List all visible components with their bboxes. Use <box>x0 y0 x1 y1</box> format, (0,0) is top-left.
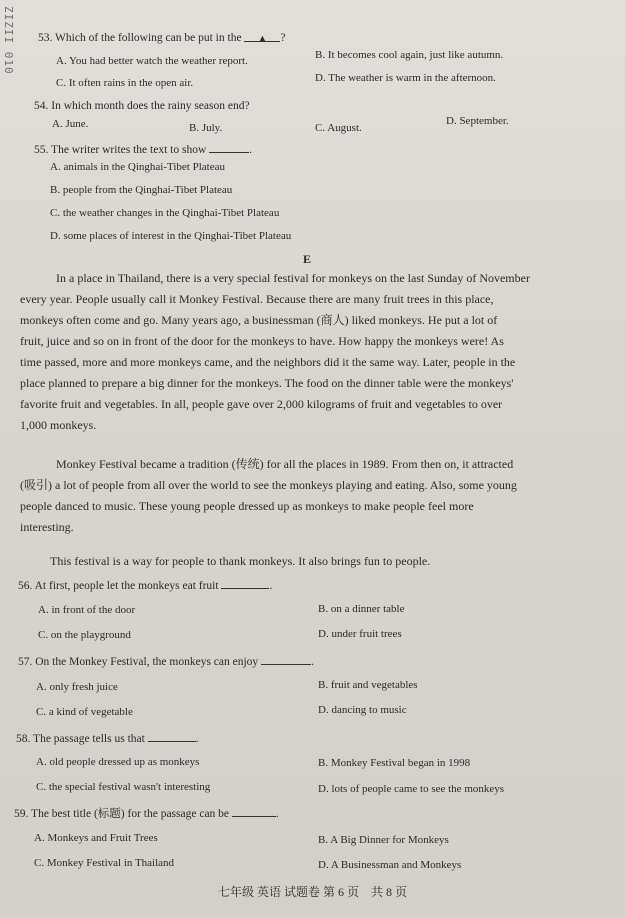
passage-line: 1,000 monkeys. <box>20 418 97 432</box>
answer-blank <box>232 806 276 817</box>
passage-line: every year. People usually call it Monkey Festival. Because there are many fruit trees in this place, <box>20 292 494 306</box>
option-54c: C. August. <box>315 122 362 134</box>
option-59a: A. Monkeys and Fruit Trees <box>34 832 158 844</box>
question-56 <box>18 578 272 593</box>
answer-blank <box>244 31 280 42</box>
question-58 <box>16 731 199 746</box>
option-56d: D. under fruit trees <box>318 628 402 640</box>
option-57c: C. a kind of vegetable <box>36 706 133 718</box>
question-tail: . <box>249 144 253 156</box>
question-57 <box>18 654 314 669</box>
passage-line: Monkey Festival became a tradition (传统) for all the places in 1989. From then on, it attracted <box>56 457 514 471</box>
passage-line: monkeys often come and go. Many years ago, a businessman (商人) liked monkeys. He put a lot of <box>20 313 498 327</box>
option-57d: D. dancing to music <box>318 704 407 716</box>
option-58b: B. Monkey Festival began in 1998 <box>318 757 471 769</box>
answer-blank <box>261 654 311 665</box>
question-55 <box>34 142 252 157</box>
passage-line: place planned to prepare a big dinner for the monkeys. The food on the dinner table were the monkeys' <box>20 376 514 390</box>
passage-line: people danced to music. These young people dressed up as monkeys to make people feel more <box>20 499 474 513</box>
page-footer: 七年级 英语 试题卷 第 6 页 共 8 页 <box>217 885 407 899</box>
passage-line: interesting. <box>20 520 74 534</box>
option-56b: B. on a dinner table <box>318 603 405 615</box>
option-57a: A. only fresh juice <box>36 681 118 693</box>
option-53a: A. You had better watch the weather report. <box>56 55 248 67</box>
answer-blank <box>221 578 269 589</box>
question-stem: 59. The best title (标题) for the passage can be <box>14 808 230 820</box>
question-tail: . <box>195 733 199 745</box>
question-tail: . <box>275 808 279 820</box>
passage-line: time passed, more and more monkeys came, and the neighbors did it the same way. Later, people in the <box>20 355 516 369</box>
passage-paragraph-1 <box>20 268 590 436</box>
question-tail: . <box>311 656 314 668</box>
section-heading: E <box>303 252 312 266</box>
question-stem: 57. On the Monkey Festival, the monkeys can enjoy <box>18 656 259 668</box>
passage-line: This festival is a way for people to thank monkeys. It also brings fun to people. <box>50 554 431 568</box>
option-53b: B. It becomes cool again, just like autumn. <box>315 49 504 61</box>
option-58c: C. the special festival wasn't interesting <box>36 781 211 793</box>
question-stem: 53. Which of the following can be put in the <box>38 32 242 44</box>
binding-text: ZIZII 010 <box>2 6 15 75</box>
option-54d: D. September. <box>446 115 509 127</box>
option-54a: A. June. <box>52 118 89 130</box>
question-54: 54. In which month does the rainy season end? <box>34 100 250 112</box>
option-55b: B. people from the Qinghai-Tibet Plateau <box>50 184 233 196</box>
option-55a: A. animals in the Qinghai-Tibet Plateau <box>50 161 225 173</box>
binding-edge <box>0 0 14 160</box>
passage-line: fruit, juice and so on in front of the door for the monkeys to have. How happy the monkeys were! As <box>20 334 504 348</box>
option-57b: B. fruit and vegetables <box>318 679 418 691</box>
option-53c: C. It often rains in the open air. <box>56 77 194 89</box>
option-56c: C. on the playground <box>38 629 131 641</box>
answer-blank <box>148 731 196 742</box>
passage-line: favorite fruit and vegetables. In all, people gave over 2,000 kilograms of fruit and vegetables to over <box>20 397 503 411</box>
option-59c: C. Monkey Festival in Thailand <box>34 857 175 869</box>
option-55c: C. the weather changes in the Qinghai-Tibet Plateau <box>50 207 280 219</box>
option-56a: A. in front of the door <box>38 604 136 616</box>
option-58d: D. lots of people came to see the monkeys <box>318 783 505 795</box>
answer-blank <box>209 142 249 153</box>
question-tail: ? <box>280 32 286 44</box>
question-stem: 55. The writer writes the text to show <box>34 144 207 156</box>
question-stem: 58. The passage tells us that <box>16 733 145 745</box>
question-tail: . <box>269 580 273 592</box>
option-58a: A. old people dressed up as monkeys <box>36 756 200 768</box>
triangle-icon: ▲ <box>257 33 267 43</box>
option-55d: D. some places of interest in the Qinghai-Tibet Plateau <box>50 230 292 242</box>
option-53d: D. The weather is warm in the afternoon. <box>315 72 496 84</box>
question-stem: 56. At first, people let the monkeys eat fruit <box>18 580 219 592</box>
question-53 <box>38 31 286 45</box>
option-59d: D. A Businessman and Monkeys <box>318 859 462 871</box>
option-54b: B. July. <box>189 122 223 134</box>
passage-paragraph-2 <box>20 454 590 538</box>
question-59 <box>14 806 279 821</box>
passage-paragraph-3 <box>20 551 590 572</box>
passage-line: In a place in Thailand, there is a very special festival for monkeys on the last Sunday of November <box>56 271 530 285</box>
option-59b: B. A Big Dinner for Monkeys <box>318 834 449 846</box>
passage-line: (吸引) a lot of people from all over the world to see the monkeys playing and eating. Also, some young <box>20 478 517 492</box>
